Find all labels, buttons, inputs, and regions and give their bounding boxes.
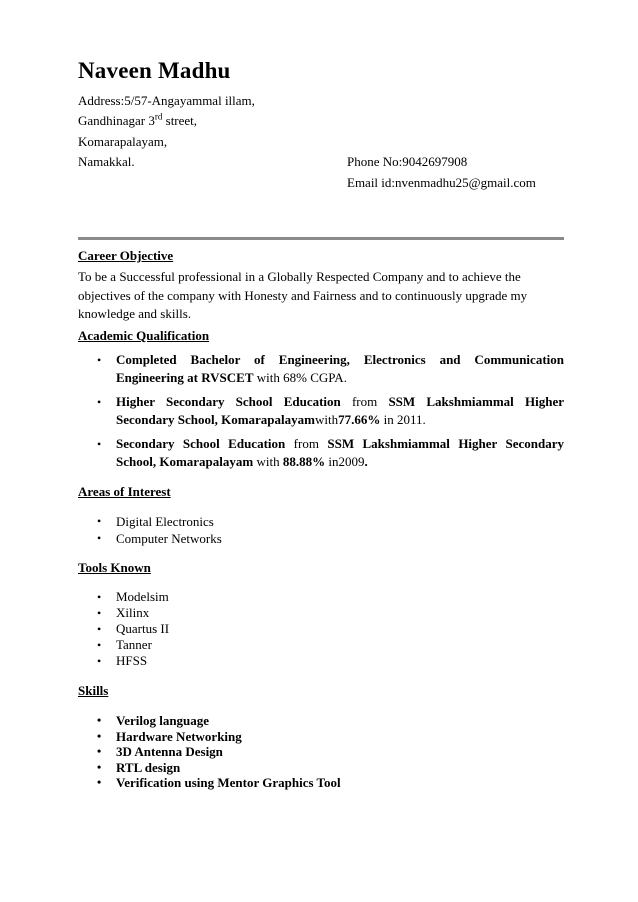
list-item: • 3D Antenna Design <box>97 744 223 759</box>
phone-number: Phone No:9042697908 <box>347 154 468 169</box>
academic-list <box>94 351 564 471</box>
list-item: • Verilog language <box>97 713 210 728</box>
skills-list <box>94 713 564 791</box>
list-item: • HFSS <box>97 653 148 668</box>
academic-heading: Academic Qualification <box>78 328 210 343</box>
interest-list <box>94 513 564 547</box>
list-item: • Computer Networks <box>97 531 222 546</box>
list-item: • Digital Electronics <box>97 514 214 529</box>
areas-of-interest-heading: Areas of Interest <box>78 484 171 499</box>
academic-item: • Higher Secondary School Education from SSM Lakshmiammal Higher Secondary School, Komarapalayamwith77.66% in 2011. <box>97 394 564 427</box>
list-item: • Xilinx <box>97 605 150 620</box>
list-item: • RTL design <box>97 759 181 775</box>
career-objective-text: To be a Successful professional in a Globally Respected Company and to achieve the objectives of the company with Honesty and Fairness and to continuously upgrade my knowledge and skills. <box>78 269 528 321</box>
academic-item: • Completed Bachelor of Engineering, Electronics and Communication Engineering at RVSCET with 68% CGPA. <box>97 352 564 385</box>
list-item: • Hardware Networking <box>97 728 242 744</box>
tools-list <box>94 589 564 669</box>
academic-item: • Secondary School Education from SSM Lakshmiammal Higher Secondary School, Komarapalayam with 88.88% in2009. <box>97 436 564 469</box>
list-item: • Modelsim <box>97 589 169 604</box>
career-objective-heading: Career Objective <box>78 248 174 263</box>
address-line-3: Komarapalayam, <box>78 134 168 149</box>
tools-known-heading: Tools Known <box>78 560 151 575</box>
address-line-1: Address:5/57-Angayammal illam, <box>78 93 255 108</box>
skills-heading: Skills <box>78 683 109 698</box>
address-line-2: Gandhinagar 3rd street, <box>78 111 198 128</box>
section-divider <box>78 237 564 240</box>
candidate-name: Naveen Madhu <box>78 58 231 83</box>
list-item: • Verification using Mentor Graphics Tool <box>97 775 341 790</box>
email-address: Email id:nvenmadhu25@gmail.com <box>347 175 536 190</box>
address-line-4: Namakkal. <box>78 154 135 169</box>
list-item: • Tanner <box>97 637 152 652</box>
list-item: • Quartus II <box>97 621 170 636</box>
